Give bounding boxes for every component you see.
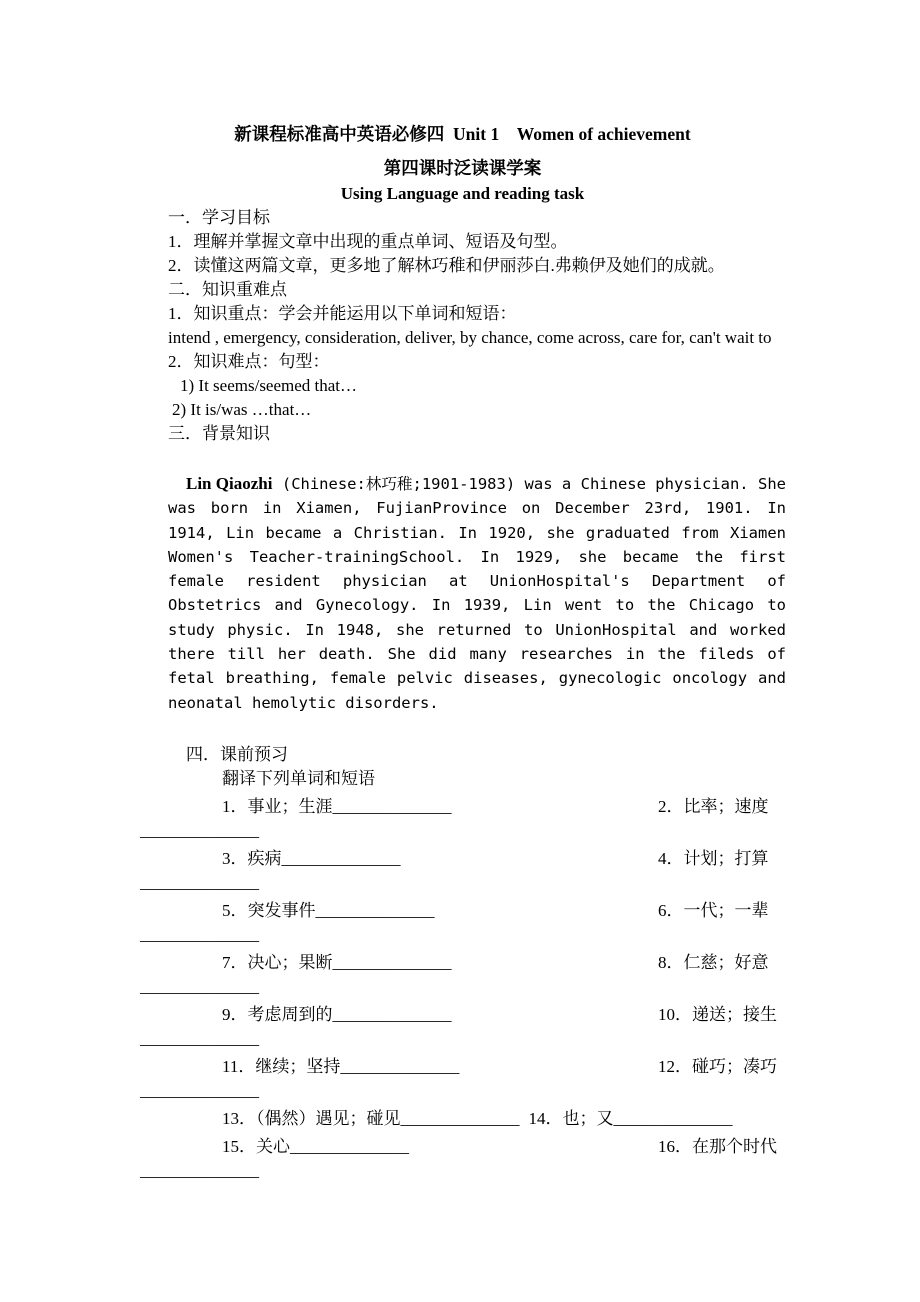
answer-blank: ______________ xyxy=(332,1004,452,1024)
vocab-item-label: 7．决心；果断 xyxy=(222,952,333,972)
answer-blank: ______________ xyxy=(140,820,259,840)
vocab-row xyxy=(140,1055,785,1079)
vocab-row-13-14 xyxy=(140,1107,785,1131)
vocab-item-label: 13．（偶然）遇见；碰见 xyxy=(222,1108,401,1128)
answer-blank: ______________ xyxy=(281,848,401,868)
section4-heading: 四．课前预习 xyxy=(186,744,288,764)
bio-text: (Chinese:林巧稚;1901-1983) was a Chinese physician. She was born in Xiamen, FujianProvince on December 23rd, 1901. In 1914, Lin became a Christian. In 1920, she graduated from Xiamen Women's Teacher-trainingSchool. In 1929, she became the first female resident physician at UnionHospital's Department of Obstetrics and Gynecology. In 1939, Lin went to the Chicago to study physic. In 1948, she returned to UnionHospital and worked there till her death. She did many researches in the fileds of fetal breathing, female pelvic diseases, gynecologic oncology and neonatal hemolytic disorders. xyxy=(168,475,787,712)
vocab-item-label: 4．计划；打算 xyxy=(658,848,769,868)
vocab-row xyxy=(140,1135,785,1159)
vocab-item-label: 9．考虑周到的 xyxy=(222,1004,333,1024)
vocab-row xyxy=(140,951,785,975)
section3-heading: 三．背景知识 xyxy=(168,424,270,443)
doc-title: 新课程标准高中英语必修四 Unit 1 Women of achievement xyxy=(234,124,691,144)
vocab-item-label: 8．仁慈；好意 xyxy=(658,952,769,972)
answer-blank: ______________ xyxy=(315,900,435,920)
answer-blank: ______________ xyxy=(613,1108,733,1128)
objective-item-1: 1．理解并掌握文章中出现的重点单词、短语及句型。 xyxy=(168,232,568,251)
answer-blank: ______________ xyxy=(290,1136,409,1156)
answer-blank: ______________ xyxy=(140,1080,259,1100)
key-point-1: 1．知识重点：学会并能运用以下单词和短语： xyxy=(168,304,517,323)
answer-blank: ______________ xyxy=(332,796,452,816)
vocab-row xyxy=(140,1003,785,1027)
preview-subheading: 翻译下列单词和短语 xyxy=(222,768,375,788)
answer-blank: ______________ xyxy=(140,872,259,892)
answer-blank: ______________ xyxy=(340,1056,460,1076)
vocab-item-label: 16．在那个时代 xyxy=(658,1136,777,1156)
preview-section xyxy=(140,743,785,1183)
answer-blank: ______________ xyxy=(140,924,259,944)
section1-heading: 一．学习目标 xyxy=(168,208,270,227)
answer-blank: ______________ xyxy=(332,952,452,972)
bio-subject-name: Lin Qiaozhi xyxy=(186,474,273,493)
vocab-item-label: 2．比率；速度 xyxy=(658,796,769,816)
vocab-item-label: 11．继续；坚持 xyxy=(222,1056,341,1076)
objective-item-2: 2．读懂这两篇文章，更多地了解林巧稚和伊丽莎白.弗赖伊及她们的成就。 xyxy=(168,256,725,275)
vocab-item-label: 3．疾病 xyxy=(222,848,282,868)
answer-blank: ______________ xyxy=(140,976,259,996)
vocab-item-label: 14．也；又 xyxy=(528,1108,614,1128)
key-point-2: 2．知识难点：句型： xyxy=(168,352,330,371)
vocab-item-label: 5．突发事件 xyxy=(222,900,316,920)
sentence-pattern-1: 1) It seems/seemed that… xyxy=(180,376,358,395)
answer-blank: ______________ xyxy=(140,1160,259,1180)
vocab-item-label: 15．关心 xyxy=(222,1136,290,1156)
key-words-list: intend , emergency, consideration, deliver, by chance, come across, care for, can't wait to xyxy=(168,328,772,347)
vocab-row xyxy=(140,899,785,923)
vocab-item-label: 6．一代；一辈 xyxy=(658,900,769,920)
sentence-pattern-2: 2) It is/was …that… xyxy=(172,400,312,419)
vocab-item-label: 12．碰巧；凑巧 xyxy=(658,1056,777,1076)
answer-blank: ______________ xyxy=(400,1108,520,1128)
vocab-item-label: 10．递送；接生 xyxy=(658,1004,777,1024)
doc-subtitle: 第四课时泛读课学案 xyxy=(383,158,542,178)
vocab-row xyxy=(140,847,785,871)
vocab-item-label: 1．事业；生涯 xyxy=(222,796,333,816)
section2-heading: 二．知识重难点 xyxy=(168,280,287,299)
vocab-row xyxy=(140,795,785,819)
doc-subtitle-en: Using Language and reading task xyxy=(340,184,585,203)
background-paragraph xyxy=(168,472,786,715)
answer-blank: ______________ xyxy=(140,1028,259,1048)
